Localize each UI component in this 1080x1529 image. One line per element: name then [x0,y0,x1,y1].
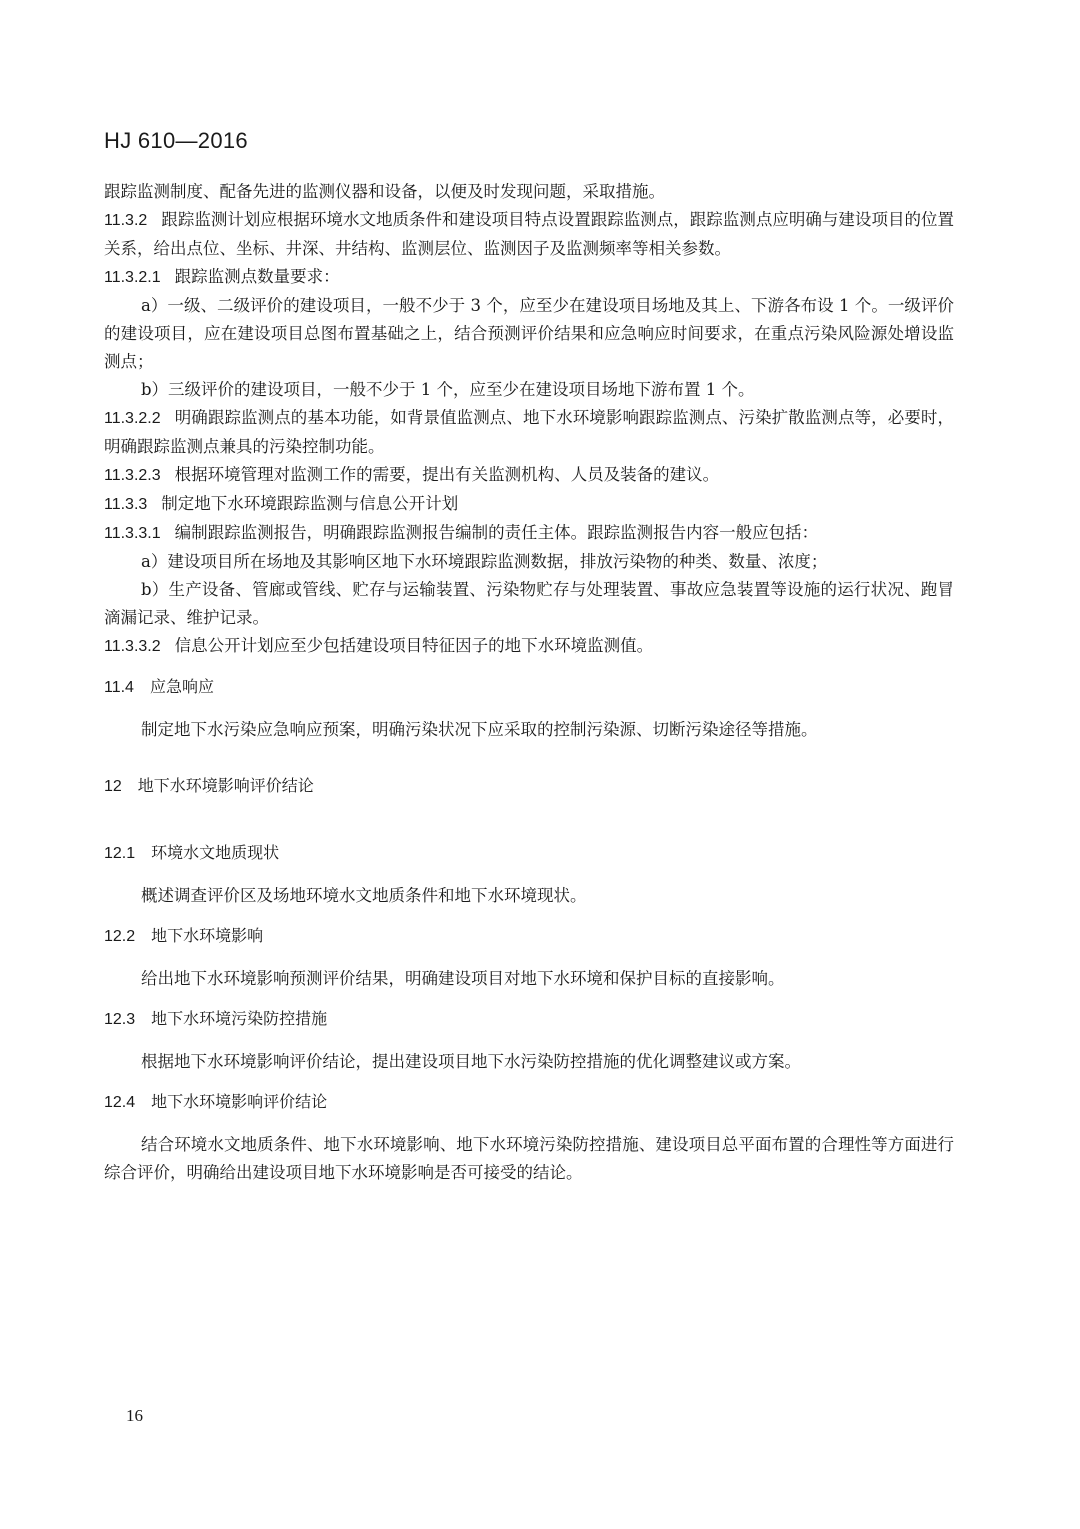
clause-number: 11.3.3.2 [104,638,161,655]
section-heading-11-4 [104,673,954,702]
section-body-12-4: 结合环境水文地质条件、地下水环境影响、地下水环境污染防控措施、建设项目总平面布置的合理性等方面进行综合评价，明确给出建设项目地下水环境影响是否可接受的结论。 [104,1135,954,1182]
section-title: 应急响应 [149,677,214,696]
clause-text: 信息公开计划应至少包括建设项目特征因子的地下水环境监测值。 [174,636,654,655]
chapter-number: 12 [104,778,122,795]
section-number: 12.1 [104,845,136,862]
chapter-heading-12 [104,772,954,801]
section-title: 地下水环境影响评价结论 [151,1092,328,1111]
section-heading-12-2 [104,922,954,951]
section-number: 12.3 [104,1011,136,1028]
section-number: 12.2 [104,928,136,945]
clause-number: 11.3.3.1 [104,525,161,542]
clause-11-3-2-2 [104,404,954,461]
chapter-title: 地下水环境影响评价结论 [137,776,314,795]
standard-code-header: HJ 610—2016 [104,128,248,153]
list-item-b: b）三级评价的建设项目，一般不少于 1 个，应至少在建设项目场地下游布置 1 个。 [141,380,755,399]
clause-text: 跟踪监测计划应根据环境水文地质条件和建设项目特点设置跟踪监测点，跟踪监测点应明确与建设项目的位置关系，给出点位、坐标、井深、井结构、监测层位、监测因子及监测频率等相关参数。 [104,210,954,258]
clause-11-3-2 [104,206,954,263]
section-number: 11.4 [104,679,134,696]
section-body-12-2: 给出地下水环境影响预测评价结果，明确建设项目对地下水环境和保护目标的直接影响。 [141,969,785,988]
clause-number: 11.3.2 [104,212,148,229]
section-heading-12-1 [104,839,954,868]
clause-text: 跟踪监测点数量要求： [174,267,340,286]
clause-11-3-3-1 [104,519,954,548]
section-body-11-4: 制定地下水污染应急响应预案，明确污染状况下应采取的控制污染源、切断污染途径等措施。 [141,720,818,739]
section-heading-12-3 [104,1005,954,1034]
section-body-12-3: 根据地下水环境影响评价结论，提出建设项目地下水污染防控措施的优化调整建议或方案。 [141,1052,801,1071]
section-number: 12.4 [104,1094,136,1111]
section-heading-12-4 [104,1088,954,1117]
clause-text: 根据环境管理对监测工作的需要，提出有关监测机构、人员及装备的建议。 [174,465,720,484]
section-title: 环境水文地质现状 [151,843,280,862]
clause-number: 11.3.2.1 [104,269,161,286]
clause-11-3-2-3 [104,461,954,490]
clause-text: 编制跟踪监测报告，明确跟踪监测报告编制的责任主体。跟踪监测报告内容一般应包括： [174,523,819,542]
page-number: 16 [126,1406,143,1425]
clause-11-3-3-2 [104,632,954,661]
section-body-12-1: 概述调查评价区及场地环境水文地质条件和地下水环境现状。 [141,886,587,905]
list-item-b: b）生产设备、管廊或管线、贮存与运输装置、污染物贮存与处理装置、事故应急装置等设施的运行状况、跑冒滴漏记录、维护记录。 [104,580,954,627]
clause-text: 制定地下水环境跟踪监测与信息公开计划 [161,494,459,513]
clause-11-3-2-1 [104,263,954,292]
paragraph-intro: 跟踪监测制度、配备先进的监测仪器和设备，以便及时发现问题，采取措施。 [104,182,665,201]
clause-number: 11.3.2.2 [104,410,161,427]
document-body [104,178,954,1187]
clause-number: 11.3.2.3 [104,467,161,484]
clause-11-3-3 [104,490,954,519]
clause-text: 明确跟踪监测点的基本功能，如背景值监测点、地下水环境影响跟踪监测点、污染扩散监测点等，必要时，明确跟踪监测点兼具的污染控制功能。 [104,408,954,456]
list-item-a: a）一级、二级评价的建设项目，一般不少于 3 个，应至少在建设项目场地及其上、下游各布设 1 个。一级评价的建设项目，应在建设项目总图布置基础之上，结合预测评价结果和应急响应时间要求，在重点污染风险源处增设监测点； [104,296,954,371]
section-title: 地下水环境污染防控措施 [151,1009,328,1028]
list-item-a: a）建设项目所在场地及其影响区地下水环境跟踪监测数据，排放污染物的种类、数量、浓度； [141,552,828,571]
section-title: 地下水环境影响 [151,926,264,945]
clause-number: 11.3.3 [104,496,148,513]
